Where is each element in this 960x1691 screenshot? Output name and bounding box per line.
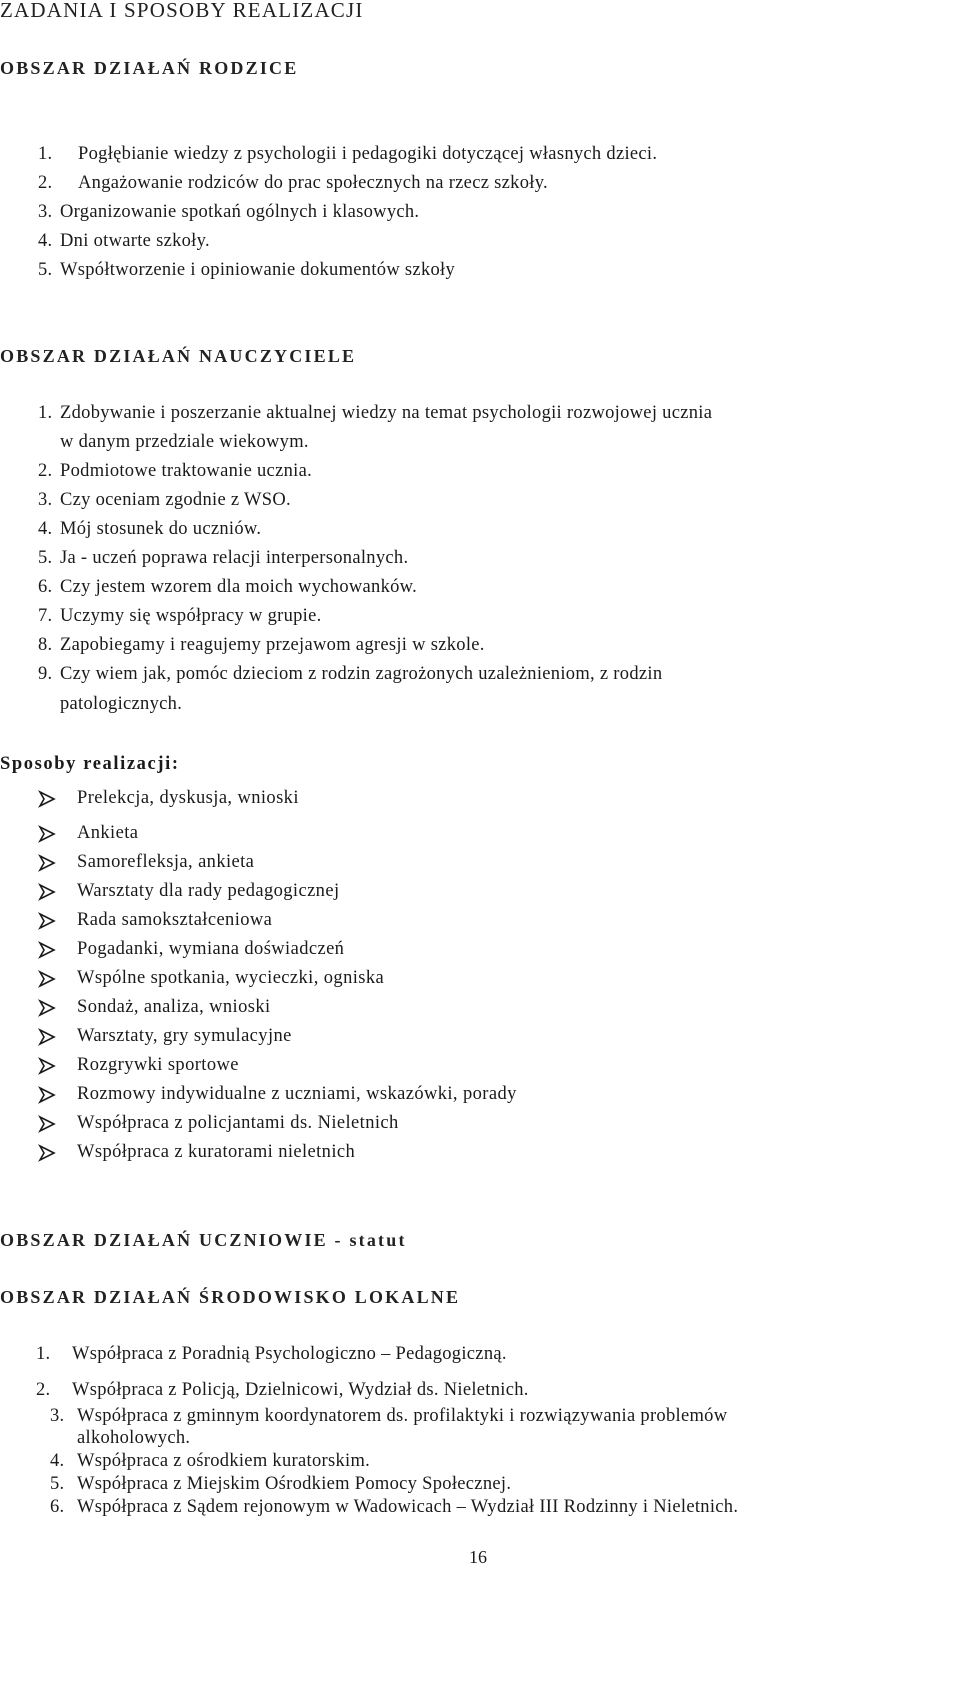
arrow-bullet-icon [38,883,56,901]
section-heading-srodowisko: OBSZAR DZIAŁAŃ ŚRODOWISKO LOKALNE [0,1287,461,1307]
arrow-bullet-icon [38,1057,56,1075]
arrow-bullet-icon [38,825,56,843]
page-title: ZADANIA I SPOSOBY REALIZACJI [0,0,364,22]
arrow-bullet-icon [38,1115,56,1133]
arrow-bullet-icon [38,912,56,930]
page-number: 16 [469,1547,487,1567]
arrow-bullet-icon [38,1144,56,1162]
arrow-bullet-icon [38,1086,56,1104]
section-heading-nauczyciele: OBSZAR DZIAŁAŃ NAUCZYCIELE [0,346,357,366]
arrow-bullet-icon [38,999,56,1017]
arrow-bullet-icon [38,790,56,808]
sposoby-heading: Sposoby realizacji: [0,754,180,774]
arrow-bullet-icon [38,970,56,988]
section-heading-rodzice: OBSZAR DZIAŁAŃ RODZICE [0,58,299,78]
section-heading-uczniowie: OBSZAR DZIAŁAŃ UCZNIOWIE - statut [0,1230,407,1250]
arrow-bullet-icon [38,1028,56,1046]
arrow-bullet-icon [38,941,56,959]
arrow-bullet-icon [38,854,56,872]
document-page: ZADANIA I SPOSOBY REALIZACJI OBSZAR DZIAŁAŃ RODZICE 1. Pogłębianie wiedzy z psychologii i pedagogiki dotyczącej własnych dzieci. 2. Angażowanie rodziców do prac społecznych na rzecz szkoły. 3. Organizowanie spotkań ogólnych i klasowych. 4. Dni otwarte szkoły. 5. Współtworzenie i opiniowanie dokumentów szkoły OBSZAR DZIAŁAŃ NAUCZYCIELE 1. Zdobywanie i poszerzanie aktualnej wiedzy na temat psychologii rozwojowej ucznia w danym przedziale wiekowym. 2. Podmiotowe traktowanie ucznia. 3. Czy oceniam zgodnie z WSO. 4. Mój stosunek do uczniów. 5. Ja - uczeń poprawa relacji interpersonalnych. 6. Czy jestem wzorem dla moich wychowanków. 7. Uczymy się współpracy w grupie. 8. Zapobiegamy i reagujemy przejawom agresji w szkole. 9. Czy wiem jak, pomóc dzieciom z rodzin zagrożonych uzależnieniom, z rodzin patologicznych. Sposoby realizacji: Prelekcja, dyskusja, wnioski Ankieta Samorefleksja, ankieta Warsztaty dla rady pedagogicznej Rada samokształceniowa Pogadanki, wymiana doświadczeń Wspólne spotkania, wycieczki, ogniska Sondaż, analiza, wnioski Warsztaty, gry symulacyjne Rozgrywki sportowe Rozmowy indywidualne z uczniami, wskazówki, porady Współpraca z policjantami ds. Nieletnich Współpraca z kuratorami nieletnich OBSZAR DZIAŁAŃ UCZNIOWIE - statut OBSZAR DZIAŁAŃ ŚRODOWISKO LOKALNE 1. Współpraca z Poradnią Psychologiczno – Pedagogiczną. 2. Współpraca z Policją, Dzielnicowi, Wydział ds. Nieletnich. 3. Współpraca z gminnym koordynatorem ds. profilaktyki i rozwiązywania problemów alkoholowych. 4. Współpraca z ośrodkiem kuratorskim. 5. Współpraca z Miejskim Ośrodkiem Pomocy Społecznej. 6. Współpraca z Sądem rejonowym w Wadowicach – Wydział III Rodzinny i Nieletnich. 16 [0,0,739,1567]
